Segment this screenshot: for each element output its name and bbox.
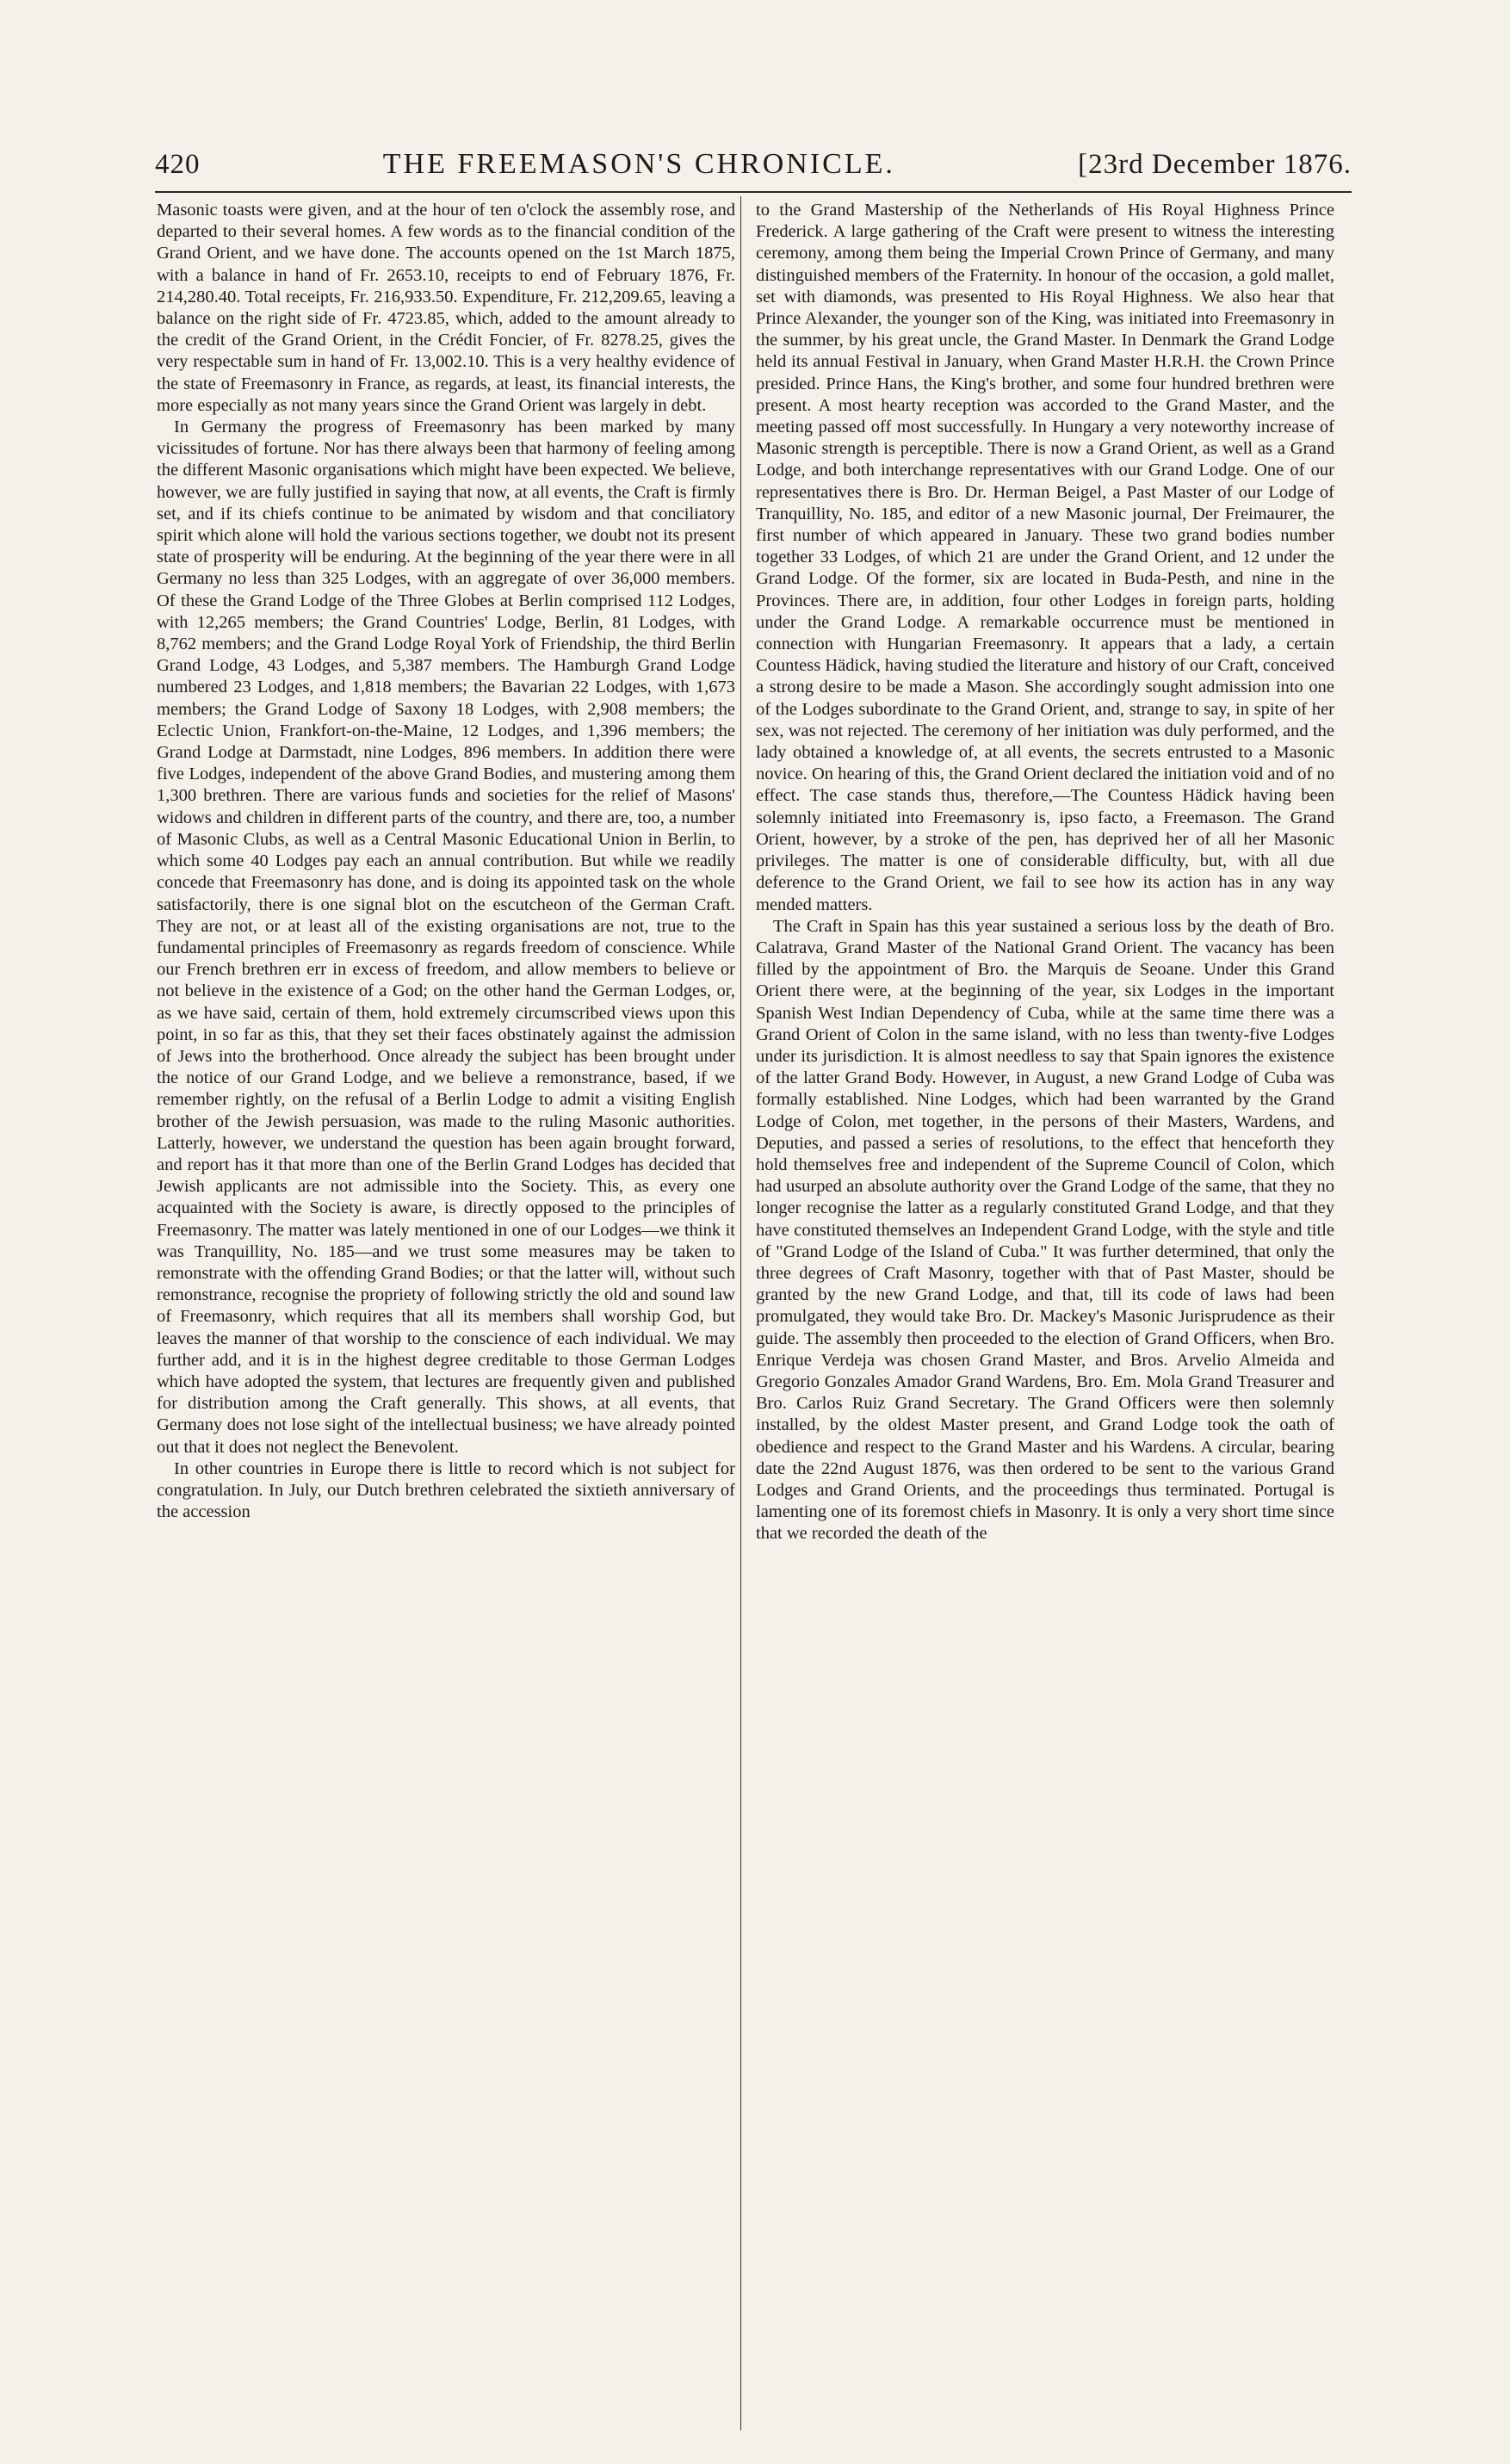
right-column	[756, 200, 1334, 2430]
header-rule	[155, 191, 1352, 193]
paragraph: The Craft in Spain has this year sustained a serious loss by the death of Bro. Calatrava, Grand Master of the National Grand Orient. The vacancy has been filled by the appointment of Bro. the Marquis de Seoane. Under this Grand Orient there were, at the beginning of the year, six Lodges in the important Spanish West Indian Dependency of Cuba, while at the same time there was a Grand Orient of Colon in the same island, with no less than twenty-five Lodges under its jurisdiction. It is almost needless to say that Spain ignores the existence of the latter Grand Body. However, in August, a new Grand Lodge of Cuba was formally established. Nine Lodges, which had been warranted by the Grand Lodge of Colon, met together, in the persons of their Masters, Wardens, and Deputies, and passed a series of resolutions, to the effect that henceforth they hold themselves free and independent of the Supreme Council of Colon, which had usurped an absolute authority over the Grand Lodge of the same, that they no longer recognise the latter as a regularly constituted Grand Lodge, and that they have constituted themselves an Independent Grand Lodge, with the style and title of "Grand Lodge of the Island of Cuba." It was further determined, that only the three degrees of Craft Masonry, together with that of Past Master, should be granted by the new Grand Lodge, and that, till its code of laws had been promulgated, they would take Bro. Dr. Mackey's Masonic Jurisprudence as their guide. The assembly then proceeded to the election of Grand Officers, when Bro. Enrique Verdeja was chosen Grand Master, and Bros. Arvelio Almeida and Gregorio Gonzales Amador Grand Wardens, Bro. Em. Mola Grand Treasurer and Bro. Carlos Ruiz Grand Secretary. The Grand Officers were then solemnly installed, by the oldest Master present, and Grand Lodge took the oath of obedience and respect to the Grand Master and his Wardens. A circular, bearing date the 22nd August 1876, was then ordered to be sent to the various Grand Lodges and Grand Orients, and the proceedings thus terminated. Portugal is lamenting one of its foremost chiefs in Masonry. It is only a very short time since that we recorded the death of the	[756, 916, 1334, 1544]
paragraph: to the Grand Mastership of the Netherlands of His Royal Highness Prince Frederick. A large gathering of the Craft were present to witness the interesting ceremony, among them being the Imperial Crown Prince of Germany, and many distinguished members of the Fraternity. In honour of the occasion, a gold mallet, set with diamonds, was presented to His Royal Highness. We also hear that Prince Alexander, the younger son of the King, was initiated into Freemasonry in the summer, by his great uncle, the Grand Master. In Denmark the Grand Lodge held its annual Festival in January, when Grand Master H.R.H. the Crown Prince presided. Prince Hans, the King's brother, and some four hundred brethren were present. A most hearty reception was accorded to the Grand Master, and the meeting passed off most successfully. In Hungary a very noteworthy increase of Masonic strength is perceptible. There is now a Grand Orient, as well as a Grand Lodge, and both interchange representatives with our Grand Lodge. One of our representatives there is Bro. Dr. Herman Beigel, a Past Master of our Lodge of Tranquillity, No. 185, and editor of a new Masonic journal, Der Freimaurer, the first number of which appeared in January. These two grand bodies number together 33 Lodges, of which 21 are under the Grand Orient, and 12 under the Grand Lodge. Of the former, six are located in Buda-Pesth, and nine in the Provinces. There are, in addition, four other Lodges in foreign parts, holding under the Grand Lodge. A remarkable occurrence must be mentioned in connection with Hungarian Freemasonry. It appears that a lady, a certain Countess Hädick, having studied the literature and history of our Craft, conceived a strong desire to be made a Mason. She accordingly sought admission into one of the Lodges subordinate to the Grand Orient, and, strange to say, in spite of her sex, was not rejected. The ceremony of her initiation was duly performed, and the lady obtained a knowledge of, at all events, the secrets entrusted to a Masonic novice. On hearing of this, the Grand Orient declared the initiation void and of no effect. The case stands thus, therefore,—The Countess Hädick having been solemnly initiated into Freemasonry is, ipso facto, a Freemason. The Grand Orient, however, by a stroke of the pen, has deprived her of all her Masonic privileges. The matter is one of considerable difficulty, but, with all due deference to the Grand Orient, we fail to see how its action has in any way mended matters.	[756, 201, 1334, 914]
paragraph: In other countries in Europe there is little to record which is not subject for congratulation. In July, our Dutch brethren celebrated the sixtieth anniversary of the accession	[157, 1458, 735, 1522]
column-divider	[740, 196, 741, 2430]
paragraph: Masonic toasts were given, and at the hour of ten o'clock the assembly rose, and departed to their several homes. A few words as to the financial condition of the Grand Orient, and we have done. The accounts opened on the 1st March 1875, with a balance in hand of Fr. 2653.10, receipts to end of February 1876, Fr. 214,280.40. Total receipts, Fr. 216,933.50. Expenditure, Fr. 212,209.65, leaving a balance on the right side of Fr. 4723.85, which, added to the amount already to the credit of the Grand Orient, in the Crédit Foncier, of Fr. 8278.25, gives the very respectable sum in hand of Fr. 13,002.10. This is a very healthy evidence of the state of Freemasonry in France, as regards, at least, its financial interests, the more especially as not many years since the Grand Orient was largely in debt.	[157, 201, 735, 415]
page-header	[155, 148, 1352, 191]
left-column	[157, 200, 735, 2430]
publication-title: THE FREEMASON'S CHRONICLE.	[382, 148, 895, 180]
issue-date: [23rd December 1876.	[1078, 149, 1352, 180]
paragraph: In Germany the progress of Freemasonry has been marked by many vicissitudes of fortune. Nor has there always been that harmony of feeling among the different Masonic organisations which might have been expected. We believe, however, we are fully justified in saying that now, at all events, the Craft is firmly set, and if its chiefs continue to be animated by wisdom and that conciliatory spirit which alone will hold the various sections together, we doubt not its present state of prosperity will be enduring. At the beginning of the year there were in all Germany no less than 325 Lodges, with an aggregate of over 36,000 members. Of these the Grand Lodge of the Three Globes at Berlin comprised 112 Lodges, with 12,265 members; the Grand Countries' Lodge, Berlin, 81 Lodges, with 8,762 members; and the Grand Lodge Royal York of Friendship, the third Berlin Grand Lodge, 43 Lodges, and 5,387 members. The Hamburgh Grand Lodge numbered 23 Lodges, and 1,818 members; the Bavarian 22 Lodges, with 1,673 members; the Grand Lodge of Saxony 18 Lodges, with 2,908 members; the Eclectic Union, Frankfort-on-the-Maine, 12 Lodges, and 1,396 members; the Grand Lodge at Darmstadt, nine Lodges, 896 members. In addition there were five Lodges, independent of the above Grand Bodies, and mustering among them 1,300 brethren. There are various funds and societies for the relief of Masons' widows and children in different parts of the country, and there are, too, a number of Masonic Clubs, as well as a Central Masonic Educational Union in Berlin, to which some 40 Lodges pay each an annual contribution. But while we readily concede that Freemasonry has done, and is doing its appointed task on the whole satisfactorily, there is one signal blot on the escutcheon of the German Craft. They are not, or at least all of the existing organisations are not, true to the fundamental principles of Freemasonry as regards freedom of conscience. While our French brethren err in excess of freedom, and allow members to believe or not believe in the existence of a God; on the other hand the German Lodges, or, as we have said, certain of them, hold extremely circumscribed views upon this point, in so far as this, that they set their faces obstinately against the admission of Jews into the brotherhood. Once already the subject has been brought under the notice of our Grand Lodge, and we believe a remonstrance, based, if we remember rightly, on the refusal of a Berlin Lodge to admit a visiting English brother of the Jewish persuasion, was made to the ruling Masonic authorities. Latterly, however, we understand the question has been again brought forward, and report has it that more than one of the Berlin Grand Lodges has decided that Jewish applicants are not admissible into the Society. This, as every one acquainted with the Society is aware, is directly opposed to the principles of Freemasonry. The matter was lately mentioned in one of our Lodges—we think it was Tranquillity, No. 185—and we trust some measures may be taken to remonstrate with the offending Grand Bodies; or that the latter will, without such remonstrance, recognise the propriety of following strictly the old and sound law of Freemasonry, which requires that all its members shall worship God, but leaves the manner of that worship to the conscience of each individual. We may further add, and it is in the highest degree creditable to those German Lodges which have adopted the system, that lectures are frequently given and published for distribution among the Craft generally. This shows, at all events, that Germany does not lose sight of the intellectual business; we have already pointed out that it does not neglect the Benevolent.	[157, 418, 735, 1457]
page-number: 420	[155, 149, 201, 180]
